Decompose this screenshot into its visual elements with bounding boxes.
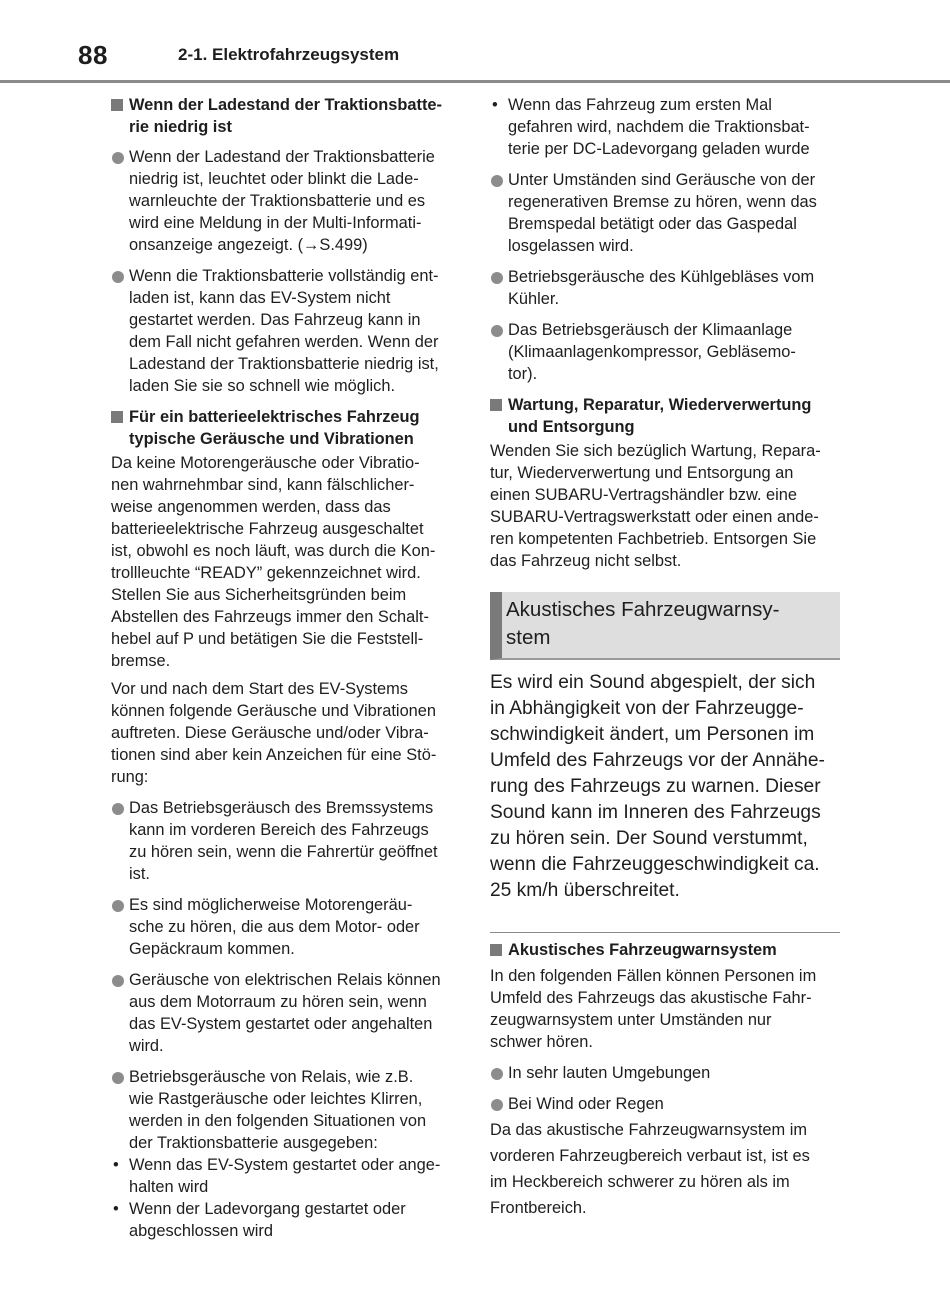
list-item	[111, 265, 461, 397]
paragraph: In den folgenden Fällen können Personen im Umfeld des Fahrzeugs das akustische Fahr- zeugwarnsystem unter Umständen nur schwer hören.	[490, 967, 817, 1051]
round-bullet-icon	[112, 271, 124, 283]
list-item-text: Wenn der Ladestand der Traktionsbatterie niedrig ist, leuchtet oder blinkt die Lade- warnleuchte der Traktionsbatterie und es wird eine Meldung in der Multi-Informati- onsanzeige angezeigt. (→S.499)	[129, 148, 435, 254]
round-bullet-icon	[491, 272, 503, 284]
paragraph: Vor und nach dem Start des EV-Systems können folgende Geräusche und Vibrationen auftreten. Diese Geräusche und/oder Vibra- tionen sind aber kein Anzeichen für eine Stö- rung:	[111, 680, 437, 786]
paragraph: Da das akustische Fahrzeugwarnsystem im vorderen Fahrzeugbereich verbaut ist, ist es im Heckbereich schwerer zu hören als im Frontbereich.	[490, 1121, 810, 1217]
list-item	[490, 319, 840, 385]
header-divider	[0, 80, 950, 83]
round-bullet-icon	[112, 900, 124, 912]
list-item-text: Betriebsgeräusche des Kühlgebläses vom Kühler.	[508, 268, 815, 308]
sub-list-item	[111, 1154, 461, 1198]
list-item	[111, 969, 461, 1057]
list-item-text: Bei Wind oder Regen	[508, 1095, 664, 1113]
round-bullet-icon	[491, 1068, 503, 1080]
round-bullet-icon	[112, 803, 124, 815]
list-item-text: Wenn die Traktionsbatterie vollständig ent- laden ist, kann das EV-System nicht gestartet werden. Das Fahrzeug kann in dem Fall nicht gefahren werden. Wenn der Ladestand der Traktionsbatterie niedrig ist, laden Sie sie so schnell wie möglich.	[129, 267, 439, 395]
square-bullet-icon	[490, 944, 502, 956]
section-title: 2-1. Elektrofahrzeugsystem	[178, 45, 400, 64]
list-item-text: Das Betriebsgeräusch des Bremssystems kann im vorderen Bereich des Fahrzeugs zu hören sein, wenn die Fahrertür geöffnet ist.	[129, 799, 438, 883]
round-bullet-icon	[112, 1072, 124, 1084]
paragraph: Da keine Motorengeräusche oder Vibratio- nen wahrnehmbar sind, kann fälschlicher- weise angenommen werden, dass das batterieelektrische Fahrzeug ausgeschaltet ist, obwohl es noch läuft, was durch die Kon- trollleuchte “READY” gekennzeichnet wird. Stellen Sie aus Sicherheitsgründen beim Abstellen des Fahrzeugs immer den Schalt- hebel auf P und betätigen Sie die Feststell- bremse.	[111, 454, 436, 670]
list-item	[111, 894, 461, 960]
sub-list-item-text: Wenn das Fahrzeug zum ersten Mal gefahren wird, nachdem die Traktionsbat- terie per DC-Ladevorgang geladen wurde	[508, 96, 810, 158]
sub-list-item-text: Wenn das EV-System gestartet oder ange- halten wird	[129, 1156, 441, 1196]
square-bullet-icon	[490, 399, 502, 411]
page-header	[0, 0, 950, 82]
page-number: 88	[78, 40, 108, 70]
square-bullet-icon	[111, 411, 123, 423]
dot-marker: •	[113, 1156, 119, 1174]
section-divider	[490, 932, 840, 933]
list-item-text: Unter Umständen sind Geräusche von der regenerativen Bremse zu hören, wenn das Bremspedal betätigt oder das Gaspedal losgelassen wird.	[508, 171, 817, 255]
square-bullet-icon	[111, 99, 123, 111]
intro-paragraph: Es wird ein Sound abgespielt, der sich in Abhängigkeit von der Fahrzeugge- schwindigkeit ändert, um Personen im Umfeld des Fahrzeugs vor der Annähe- rung des Fahrzeugs zu warnen. Dieser Sound kann im Inneren des Fahrzeugs zu hören sein. Der Sound verstummt, wenn die Fahrzeuggeschwindigkeit ca. 25 km/h überschreitet.	[490, 672, 825, 901]
round-bullet-icon	[112, 975, 124, 987]
list-item	[111, 797, 461, 885]
round-bullet-icon	[491, 325, 503, 337]
round-bullet-icon	[112, 152, 124, 164]
round-bullet-icon	[491, 1099, 503, 1111]
subheading-text: Akustisches Fahrzeugwarnsystem	[508, 941, 777, 959]
subheading-noises	[111, 406, 461, 450]
list-item-text: Das Betriebsgeräusch der Klimaanlage (Klimaanlagenkompressor, Gebläsemo- tor).	[508, 321, 796, 383]
list-item	[490, 169, 840, 257]
list-item-text: Es sind möglicherweise Motorengeräu- sche zu hören, die aus dem Motor- oder Gepäckraum kommen.	[129, 896, 420, 958]
paragraph: Wenden Sie sich bezüglich Wartung, Repara- tur, Wiederverwertung und Entsorgung an einen SUBARU-Vertragshändler bzw. eine SUBARU-Vertragswerkstatt oder einen ande- ren kompetenten Fachbetrieb. Entsorgen Sie das Fahrzeug nicht selbst.	[490, 442, 821, 570]
list-item-text: Geräusche von elektrischen Relais können aus dem Motorraum zu hören sein, wenn das EV-System gestartet oder angehalten wird.	[129, 971, 441, 1055]
subheading-text: Wartung, Reparatur, Wiederverwertung und Entsorgung	[508, 396, 812, 436]
subheading-warning-system	[490, 939, 840, 961]
right-column	[490, 94, 840, 1227]
list-item-text: In sehr lauten Umgebungen	[508, 1064, 711, 1082]
dot-marker: •	[492, 96, 498, 114]
left-column	[111, 94, 461, 1242]
subheading-maintenance	[490, 394, 840, 438]
dot-marker: •	[113, 1200, 119, 1218]
list-item	[111, 1066, 461, 1154]
subheading-text: Wenn der Ladestand der Traktionsbatte- rie niedrig ist	[129, 96, 442, 136]
list-item	[111, 146, 461, 256]
subheading-charge-level	[111, 94, 461, 138]
chapter-heading: Akustisches Fahrzeugwarnsy- stem	[490, 592, 840, 660]
list-item-text: Betriebsgeräusche von Relais, wie z.B. wie Rastgeräusche oder leichtes Klirren, werden in den folgenden Situationen von der Traktionsbatterie ausgegeben:	[129, 1068, 427, 1152]
sub-list-item	[111, 1198, 461, 1242]
sub-list-item	[490, 94, 840, 160]
list-item	[490, 1093, 840, 1115]
list-item	[490, 266, 840, 310]
sub-list-item-text: Wenn der Ladevorgang gestartet oder abgeschlossen wird	[129, 1200, 406, 1240]
round-bullet-icon	[491, 175, 503, 187]
list-item	[490, 1062, 840, 1084]
subheading-text: Für ein batterieelektrisches Fahrzeug typische Geräusche und Vibrationen	[129, 408, 420, 448]
